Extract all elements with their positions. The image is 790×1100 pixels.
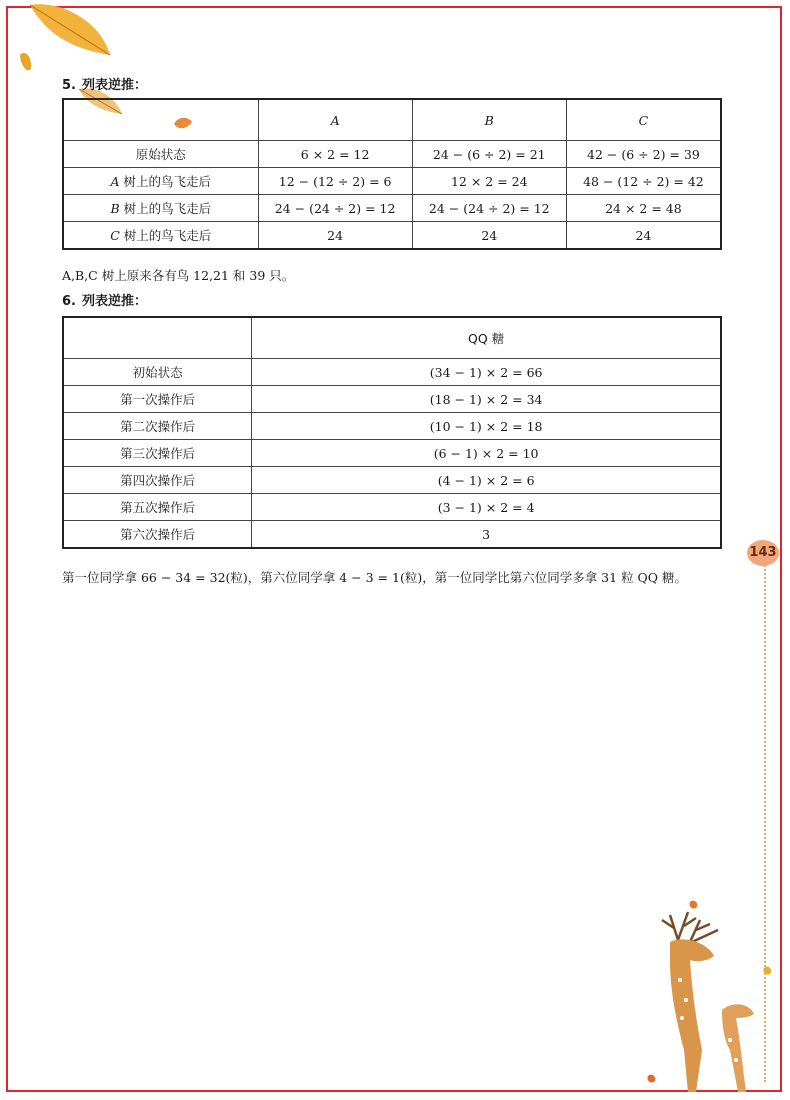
table-cell: 6 × 2 = 12 [258,141,412,168]
table-row [63,440,721,467]
maple-leaf-icon [689,901,697,909]
deer-antlers [662,912,718,942]
section-5-number: 5. [62,78,76,93]
column-header-a: A [258,99,412,141]
table-row [63,413,721,440]
deer-spot [684,998,688,1002]
table-cell: 12 × 2 = 24 [412,168,566,195]
deer-spot [728,1038,732,1042]
column-header-qq-candy: QQ 糖 [252,317,721,359]
row-label: 初始状态 [63,359,252,386]
adult-deer-body [670,939,714,1092]
table-row [63,195,721,222]
table-cell: 24 [412,222,566,250]
table-cell: (34 − 1) × 2 = 66 [252,359,721,386]
table-row [63,141,721,168]
section-6-title: 列表逆推： [81,294,147,309]
table-cell: 42 − (6 ÷ 2) = 39 [566,141,721,168]
row-label: 第六次操作后 [63,521,252,549]
section-6-conclusion: 第一位同学拿 66 − 34 = 32(粒)，第六位同学拿 4 − 3 = 1(粒)，第一位同学比第六位同学多拿 31 粒 QQ 糖。 [62,570,688,585]
row-label-italic: A [110,174,120,189]
fawn-body [722,1004,754,1092]
corner-cell [63,317,252,359]
table-row [63,359,721,386]
row-label: 第三次操作后 [63,440,252,467]
table-cell: (3 − 1) × 2 = 4 [252,494,721,521]
table-cell: 12 − (12 ÷ 2) = 6 [258,168,412,195]
row-label-text: 原始状态 [135,147,186,162]
section-6-heading [62,290,147,309]
row-label-text: 树上的鸟飞走后 [119,201,212,216]
page-number-badge: 143 [747,540,779,566]
row-label-text: 树上的鸟飞走后 [119,174,212,189]
table-cell: (18 − 1) × 2 = 34 [252,386,721,413]
column-header-c: C [566,99,721,141]
table-header-row [63,99,721,141]
table-row [63,386,721,413]
row-label-italic: B [110,201,120,216]
column-header-b: B [412,99,566,141]
table-cell: (6 − 1) × 2 = 10 [252,440,721,467]
table-cell: 24 × 2 = 48 [566,195,721,222]
table-cell: 3 [252,521,721,549]
row-label [63,195,258,222]
row-label: 第五次操作后 [63,494,252,521]
row-label: 第一次操作后 [63,386,252,413]
table-cell: 48 − (12 ÷ 2) = 42 [566,168,721,195]
row-label [63,141,258,168]
table-row [63,222,721,250]
row-label-italic: C [110,228,120,243]
deer-spot [680,1016,684,1020]
section-5-table [62,98,722,250]
maple-leaf-icon [647,1075,655,1083]
table-row [63,467,721,494]
row-label: 第四次操作后 [63,467,252,494]
deer-illustration [630,900,780,1092]
table-row [63,168,721,195]
table-header-row [63,317,721,359]
table-cell: 24 − (6 ÷ 2) = 21 [412,141,566,168]
section-5-title: 列表逆推： [81,78,147,93]
table-cell: 24 [258,222,412,250]
deer-spot [678,978,682,982]
table-row [63,494,721,521]
maple-leaf-icon [763,967,771,975]
section-6-number: 6. [62,294,76,309]
autumn-leaves-illustration [20,0,120,70]
row-label [63,222,258,250]
row-label: 第二次操作后 [63,413,252,440]
table-cell: 24 − (24 ÷ 2) = 12 [412,195,566,222]
corner-cell [63,99,258,141]
section-5-heading [62,74,147,93]
table-cell: 24 [566,222,721,250]
leaf-shape [20,53,31,70]
table-cell: (4 − 1) × 2 = 6 [252,467,721,494]
row-label-text: 树上的鸟飞走后 [119,228,212,243]
deer-spot [734,1058,738,1062]
section-6-table [62,316,722,549]
section-5-conclusion: A,B,C 树上原来各有鸟 12,21 和 39 只。 [62,268,295,283]
row-label [63,168,258,195]
table-cell: 24 − (24 ÷ 2) = 12 [258,195,412,222]
table-cell: (10 − 1) × 2 = 18 [252,413,721,440]
table-row [63,521,721,549]
